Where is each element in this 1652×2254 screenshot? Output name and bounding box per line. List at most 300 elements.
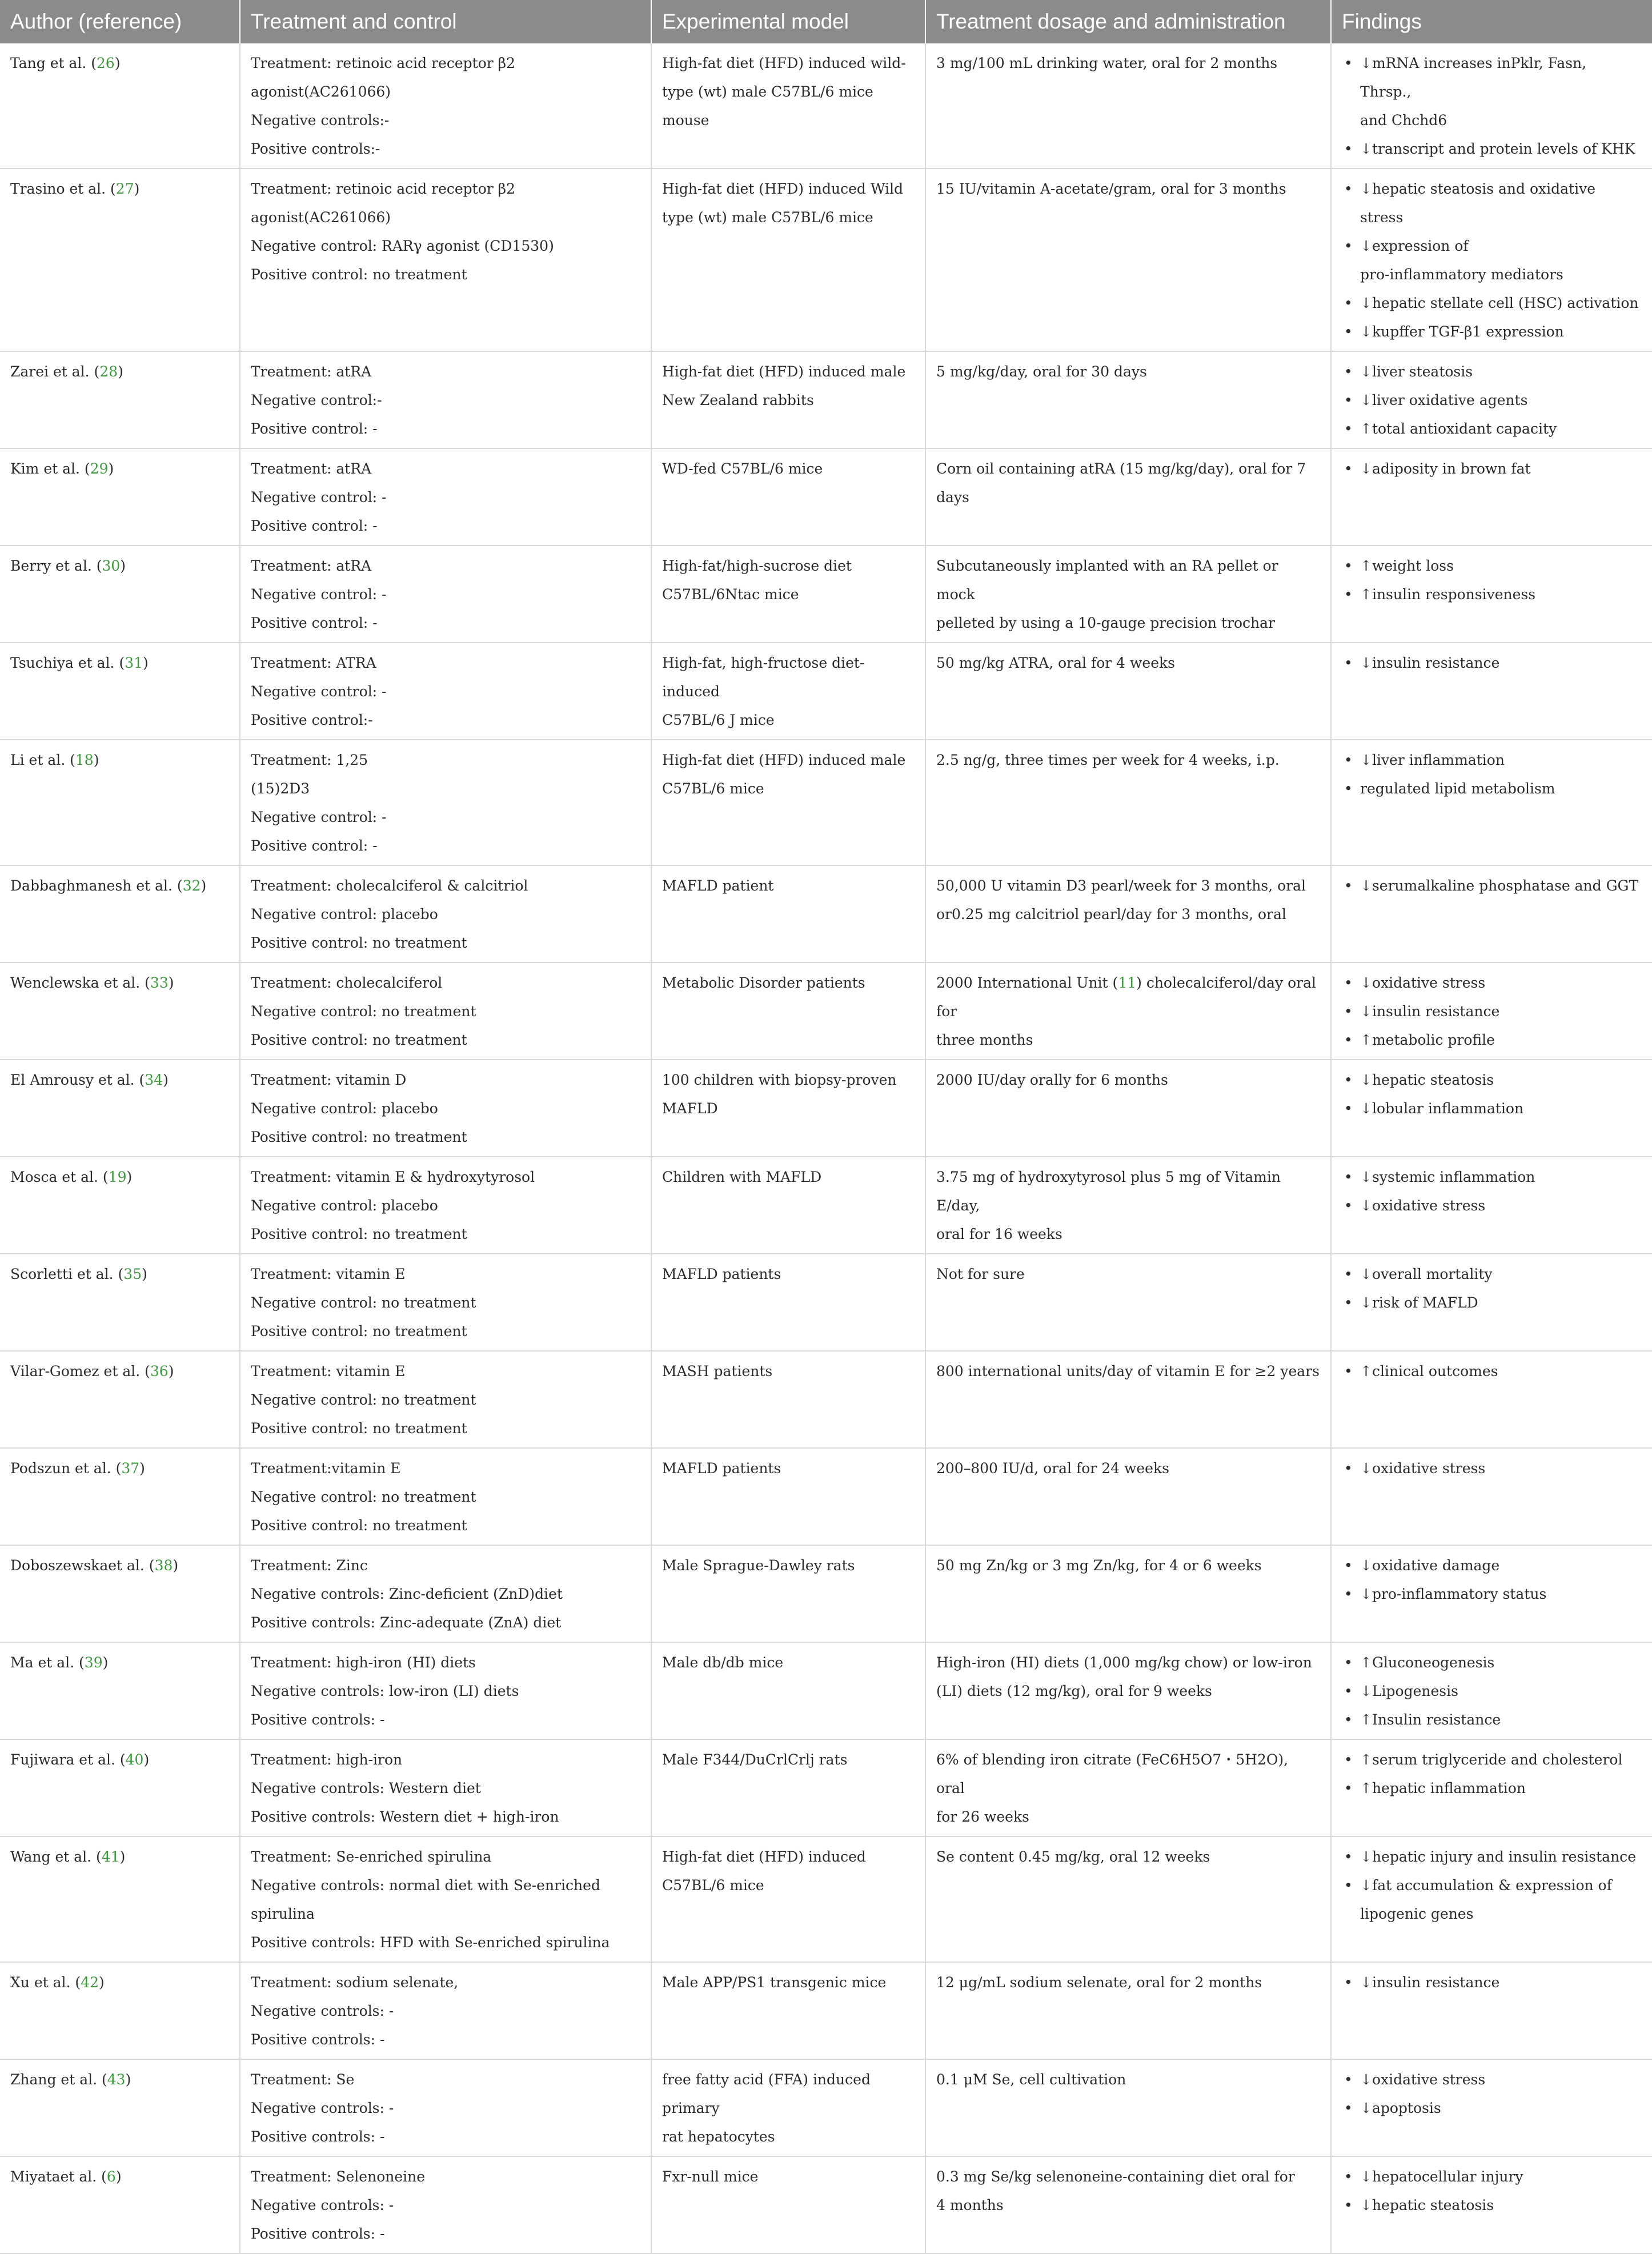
model-line: Children with MAFLD: [662, 1169, 822, 1185]
dosage-line: Se content 0.45 mg/kg, oral 12 weeks: [936, 1848, 1210, 1865]
dosage-cell: [925, 1642, 1331, 1739]
dosage-line: oral for 16 weeks: [936, 1226, 1062, 1242]
model-cell: [651, 1962, 925, 2059]
author-name: Scorletti et al. (: [10, 1266, 124, 1282]
model-line: MAFLD patient: [662, 877, 774, 894]
treatment-line: Negative controls: Zinc-deficient (ZnD)diet: [251, 1586, 563, 1602]
author-name: Doboszewskaet al. (: [10, 1557, 155, 1574]
dosage-line: High-iron (HI) diets (1,000 mg/kg chow) or low-iron: [936, 1654, 1312, 1671]
finding-text: • regulated lipid metabolism: [1360, 780, 1555, 797]
finding-item: [1342, 1774, 1642, 1803]
finding-text: • ↓Lipogenesis: [1360, 1683, 1458, 1699]
reference-link[interactable]: 33: [150, 974, 169, 991]
treatment-line: Positive control: -: [251, 518, 378, 534]
author-close-paren: ): [173, 1557, 179, 1574]
reference-link[interactable]: 11: [1118, 974, 1137, 991]
finding-item: [1342, 1163, 1642, 1192]
table-row: [0, 546, 1652, 643]
model-cell: [651, 1254, 925, 1351]
treatment-cell: [240, 1060, 651, 1157]
dosage-line: Not for sure: [936, 1266, 1025, 1282]
treatment-cell: [240, 740, 651, 865]
finding-text: • ↑hepatic inflammation: [1360, 1780, 1526, 1796]
dosage-line: 50 mg/kg ATRA, oral for 4 weeks: [936, 655, 1175, 671]
model-line: C57BL/6 J mice: [662, 712, 775, 728]
findings-cell: [1331, 1545, 1652, 1642]
model-line: C57BL/6Ntac mice: [662, 586, 799, 603]
author-cell: [0, 1739, 240, 1836]
reference-link[interactable]: 6: [106, 2168, 116, 2185]
finding-text: • ↓pro-inflammatory status: [1360, 1586, 1547, 1602]
treatment-cell: [240, 1962, 651, 2059]
author-close-paren: ): [168, 974, 174, 991]
reference-link[interactable]: 35: [123, 1266, 142, 1282]
finding-item: [1342, 455, 1642, 483]
treatment-line: Treatment: cholecalciferol & calcitriol: [251, 877, 528, 894]
treatment-cell: [240, 643, 651, 740]
findings-list: [1342, 1649, 1642, 1734]
treatment-line: Treatment: vitamin E: [251, 1266, 406, 1282]
model-line: MAFLD patients: [662, 1266, 781, 1282]
model-line: Male Sprague-Dawley rats: [662, 1557, 855, 1574]
treatment-line: Treatment: vitamin E & hydroxytyrosol: [251, 1169, 535, 1185]
table-row: [0, 1254, 1652, 1351]
treatment-line: Treatment: Zinc: [251, 1557, 368, 1574]
treatment-cell: [240, 1448, 651, 1545]
findings-list: [1342, 969, 1642, 1054]
author-name: Ma et al. (: [10, 1654, 85, 1671]
finding-item: [1342, 358, 1642, 386]
model-line: High-fat diet (HFD) induced: [662, 1848, 866, 1865]
model-line: Male db/db mice: [662, 1654, 784, 1671]
treatment-line: Negative control: no treatment: [251, 1391, 476, 1408]
findings-cell: [1331, 1157, 1652, 1254]
findings-list: [1342, 1260, 1642, 1317]
author-cell: [0, 1962, 240, 2059]
finding-item: [1342, 1968, 1642, 1997]
treatment-line: Negative control: no treatment: [251, 1003, 476, 1020]
reference-link[interactable]: 38: [154, 1557, 173, 1574]
findings-cell: [1331, 643, 1652, 740]
finding-item: [1342, 1026, 1642, 1054]
reference-link[interactable]: 30: [102, 558, 121, 574]
dosage-line: 5 mg/kg/day, oral for 30 days: [936, 363, 1147, 380]
finding-text: • ↓risk of MAFLD: [1360, 1294, 1478, 1311]
author-cell: [0, 1060, 240, 1157]
dosage-cell: [925, 865, 1331, 962]
finding-item: [1342, 1094, 1642, 1123]
model-cell: [651, 1448, 925, 1545]
dosage-line: 0.3 mg Se/kg selenoneine-containing diet oral for: [936, 2168, 1295, 2185]
reference-link[interactable]: 19: [108, 1169, 127, 1185]
reference-link[interactable]: 42: [81, 1974, 99, 1991]
author-cell: [0, 2059, 240, 2156]
finding-item: [1342, 997, 1642, 1026]
findings-list: [1342, 1163, 1642, 1220]
table-row: [0, 1157, 1652, 1254]
author-cell: [0, 351, 240, 448]
model-line: C57BL/6 mice: [662, 1877, 764, 1894]
model-line: High-fat/high-sucrose diet: [662, 558, 852, 574]
table-row: [0, 43, 1652, 169]
dosage-cell: [925, 351, 1331, 448]
treatment-line: Treatment: atRA: [251, 363, 372, 380]
model-line: New Zealand rabbits: [662, 392, 814, 408]
author-name: Dabbaghmanesh et al. (: [10, 877, 183, 894]
author-close-paren: ): [118, 363, 123, 380]
finding-text: • ↓hepatic steatosis: [1360, 1072, 1494, 1088]
author-close-paren: ): [126, 1169, 133, 1185]
author-name: Xu et al. (: [10, 1974, 81, 1991]
finding-text: • ↓oxidative stress: [1360, 2071, 1486, 2088]
treatment-line: Negative controls: normal diet with Se-enriched spirulina: [251, 1877, 605, 1922]
dosage-line: 3.75 mg of hydroxytyrosol plus 5 mg of Vitamin E/day,: [936, 1169, 1285, 1214]
reference-link[interactable]: 40: [125, 1751, 144, 1768]
finding-text: • ↓mRNA increases inPklr, Fasn, Thrsp.,: [1360, 55, 1591, 100]
finding-item: [1342, 1649, 1642, 1677]
treatment-line: Treatment: vitamin E: [251, 1363, 406, 1379]
dosage-line: Subcutaneously implanted with an RA pellet or mock: [936, 558, 1283, 603]
model-line: Male APP/PS1 transgenic mice: [662, 1974, 887, 1991]
treatment-line: Negative control: -: [251, 586, 387, 603]
treatment-line: Treatment:vitamin E: [251, 1460, 401, 1477]
dosage-cell: [925, 1739, 1331, 1836]
treatment-line: Positive control: no treatment: [251, 1129, 467, 1145]
finding-item: [1342, 552, 1642, 580]
treatment-cell: [240, 448, 651, 546]
model-line: High-fat diet (HFD) induced wild-: [662, 55, 906, 71]
model-cell: [651, 351, 925, 448]
treatment-line: Negative control: no treatment: [251, 1489, 476, 1505]
treatment-cell: [240, 1836, 651, 1962]
author-name: Tsuchiya et al. (: [10, 655, 125, 671]
finding-item: [1342, 1746, 1642, 1774]
treatment-cell: [240, 1642, 651, 1739]
model-line: 100 children with biopsy-proven: [662, 1072, 897, 1088]
findings-cell: [1331, 1962, 1652, 2059]
model-cell: [651, 1060, 925, 1157]
findings-list: [1342, 358, 1642, 443]
findings-list: [1342, 1843, 1642, 1928]
model-line: rat hepatocytes: [662, 2128, 775, 2145]
treatment-line: Positive controls: -: [251, 2031, 385, 2048]
model-cell: [651, 546, 925, 643]
reference-link[interactable]: 43: [107, 2071, 126, 2088]
dosage-line: or0.25 mg calcitriol pearl/day for 3 months, oral: [936, 906, 1286, 923]
author-cell: [0, 1836, 240, 1962]
treatment-line: Positive control: no treatment: [251, 266, 467, 283]
reference-link[interactable]: 36: [150, 1363, 169, 1379]
table-row: [0, 1739, 1652, 1836]
dosage-cell: [925, 1060, 1331, 1157]
table-row: [0, 865, 1652, 962]
treatment-line: Treatment: ATRA: [251, 655, 376, 671]
finding-item: [1342, 872, 1642, 900]
author-cell: [0, 1157, 240, 1254]
findings-list: [1342, 49, 1642, 163]
treatment-line: Positive control: no treatment: [251, 1032, 467, 1048]
header-dosage: Treatment dosage and administration: [925, 0, 1331, 43]
finding-text: • ↓hepatic steatosis: [1360, 2197, 1494, 2213]
finding-text: • ↓hepatic stellate cell (HSC) activation: [1360, 295, 1639, 311]
finding-item: [1342, 135, 1642, 163]
treatment-line: Negative control: placebo: [251, 1100, 438, 1117]
finding-item: [1342, 1871, 1642, 1928]
table-row: [0, 1448, 1652, 1545]
dosage-line: (LI) diets (12 mg/kg), oral for 9 weeks: [936, 1683, 1212, 1699]
finding-item: [1342, 1454, 1642, 1483]
finding-text: • ↓overall mortality: [1360, 1266, 1493, 1282]
treatment-line: Negative control: -: [251, 683, 387, 700]
findings-cell: [1331, 448, 1652, 546]
author-name: Wenclewska et al. (: [10, 974, 150, 991]
table-row: [0, 1545, 1652, 1642]
treatment-line: Treatment: Se: [251, 2071, 355, 2088]
findings-list: [1342, 1551, 1642, 1609]
reference-link[interactable]: 37: [121, 1460, 140, 1477]
author-close-paren: ): [142, 1266, 147, 1282]
finding-text: • ↑Gluconeogenesis: [1360, 1654, 1495, 1671]
author-name: Trasino et al. (: [10, 181, 116, 197]
treatment-line: Treatment: cholecalciferol: [251, 974, 443, 991]
model-cell: [651, 448, 925, 546]
reference-link[interactable]: 31: [125, 655, 143, 671]
table-row: [0, 2156, 1652, 2253]
treatment-line: Positive controls: -: [251, 2225, 385, 2242]
dosage-line: 50,000 U vitamin D3 pearl/week for 3 months, oral: [936, 877, 1306, 894]
finding-text: • ↓transcript and protein levels of KHK: [1360, 141, 1635, 157]
treatment-line: Negative control: -: [251, 489, 387, 506]
finding-text: • ↓hepatic steatosis and oxidative stress: [1360, 181, 1600, 226]
model-line: Metabolic Disorder patients: [662, 974, 865, 991]
finding-text: • ↓oxidative damage: [1360, 1557, 1500, 1574]
finding-text: • ↓oxidative stress: [1360, 974, 1486, 991]
model-line: High-fat, high-fructose diet-induced: [662, 655, 865, 700]
findings-cell: [1331, 962, 1652, 1060]
findings-list: [1342, 1357, 1642, 1386]
dosage-line: 200–800 IU/d, oral for 24 weeks: [936, 1460, 1169, 1477]
findings-list: [1342, 1968, 1642, 1997]
treatment-line: Positive control: -: [251, 837, 378, 854]
finding-text: • ↓oxidative stress: [1360, 1197, 1486, 1214]
table-row: [0, 1836, 1652, 1962]
dosage-cell: [925, 1962, 1331, 2059]
table-row: [0, 2059, 1652, 2156]
findings-list: [1342, 455, 1642, 483]
finding-text: • ↓insulin resistance: [1360, 1974, 1500, 1991]
findings-cell: [1331, 546, 1652, 643]
finding-text: • ↑total antioxidant capacity: [1360, 420, 1557, 437]
treatment-line: Negative controls:-: [251, 112, 390, 129]
dosage-cell: [925, 1545, 1331, 1642]
treatment-cell: [240, 351, 651, 448]
reference-link[interactable]: 29: [90, 460, 109, 477]
author-cell: [0, 865, 240, 962]
author-close-paren: ): [139, 1460, 145, 1477]
dosage-line: Corn oil containing atRA (15 mg/kg/day), oral for 7 days: [936, 460, 1310, 506]
header-findings: Findings: [1331, 0, 1652, 43]
finding-text: • ↓hepatocellular injury: [1360, 2168, 1523, 2185]
model-cell: [651, 1545, 925, 1642]
author-close-paren: ): [201, 877, 207, 894]
treatment-line: Positive controls: Western diet + high-iron: [251, 1808, 559, 1825]
reference-link[interactable]: 18: [75, 752, 94, 768]
treatment-line: Positive controls: Zinc-adequate (ZnA) diet: [251, 1614, 562, 1631]
model-line: WD-fed C57BL/6 mice: [662, 460, 823, 477]
reference-link[interactable]: 26: [97, 55, 115, 71]
table-row: [0, 962, 1652, 1060]
findings-cell: [1331, 1351, 1652, 1448]
findings-list: [1342, 175, 1642, 346]
treatment-line: Treatment: high-iron: [251, 1751, 403, 1768]
dosage-line: [936, 969, 1320, 1026]
findings-cell: [1331, 43, 1652, 169]
finding-item: [1342, 580, 1642, 609]
author-cell: [0, 43, 240, 169]
finding-item: [1342, 1357, 1642, 1386]
finding-text: pro-inflammatory mediators: [1360, 266, 1563, 283]
finding-text: • ↓liver oxidative agents: [1360, 392, 1528, 408]
treatment-line: Treatment: retinoic acid receptor β2 agonist(AC261066): [251, 181, 520, 226]
treatment-line: Treatment: Se-enriched spirulina: [251, 1848, 492, 1865]
findings-cell: [1331, 865, 1652, 962]
findings-list: [1342, 552, 1642, 609]
treatment-line: Treatment: retinoic acid receptor β2 agonist(AC261066): [251, 55, 520, 100]
reference-link[interactable]: 41: [101, 1848, 120, 1865]
author-close-paren: ): [143, 655, 149, 671]
finding-text: • ↑weight loss: [1360, 558, 1454, 574]
finding-item: [1342, 969, 1642, 997]
finding-text: • ↓hepatic injury and insulin resistance: [1360, 1848, 1636, 1865]
author-cell: [0, 169, 240, 351]
author-name: Wang et al. (: [10, 1848, 102, 1865]
findings-cell: [1331, 1642, 1652, 1739]
reference-link[interactable]: 39: [84, 1654, 103, 1671]
findings-cell: [1331, 2059, 1652, 2156]
treatment-line: Positive control: no treatment: [251, 1517, 467, 1534]
treatment-line: Positive controls: HFD with Se-enriched spirulina: [251, 1934, 610, 1951]
treatment-line: Negative control:-: [251, 392, 382, 408]
treatment-cell: [240, 2156, 651, 2253]
header-model: Experimental model: [651, 0, 925, 43]
dosage-line: pelleted by using a 10-gauge precision trochar: [936, 615, 1275, 631]
finding-text: • ↑serum triglyceride and cholesterol: [1360, 1751, 1623, 1768]
author-close-paren: ): [99, 1974, 105, 1991]
author-close-paren: ): [115, 2168, 122, 2185]
author-name: Kim et al. (: [10, 460, 90, 477]
treatment-line: Negative control: RARγ agonist (CD1530): [251, 238, 554, 254]
findings-list: [1342, 872, 1642, 900]
findings-list: [1342, 1066, 1642, 1123]
finding-item: [1342, 1843, 1642, 1871]
author-name: Zarei et al. (: [10, 363, 100, 380]
dosage-cell: [925, 1351, 1331, 1448]
finding-item: [1342, 1066, 1642, 1094]
treatment-line: Negative controls: -: [251, 2100, 394, 2116]
treatment-line: Negative control: no treatment: [251, 1294, 476, 1311]
author-close-paren: ): [108, 460, 114, 477]
findings-cell: [1331, 1448, 1652, 1545]
author-close-paren: ): [125, 2071, 131, 2088]
author-name: Mosca et al. (: [10, 1169, 109, 1185]
dosage-cell: [925, 1254, 1331, 1351]
model-line: C57BL/6 mice: [662, 780, 764, 797]
treatment-line: Negative control: -: [251, 809, 387, 825]
author-name: Podszun et al. (: [10, 1460, 122, 1477]
finding-item: [1342, 49, 1642, 135]
finding-item: [1342, 1706, 1642, 1734]
author-name: Berry et al. (: [10, 558, 102, 574]
dosage-line: 2.5 ng/g, three times per week for 4 weeks, i.p.: [936, 752, 1280, 768]
author-close-paren: ): [120, 558, 126, 574]
treatment-cell: [240, 169, 651, 351]
author-close-paren: ): [102, 1654, 109, 1671]
dosage-cell: [925, 962, 1331, 1060]
model-line: free fatty acid (FFA) induced primary: [662, 2071, 875, 2116]
author-cell: [0, 1254, 240, 1351]
model-line: Male F344/DuCrlCrlj rats: [662, 1751, 848, 1768]
author-cell: [0, 1642, 240, 1739]
treatment-line: Positive control: no treatment: [251, 1323, 467, 1339]
treatment-line: Positive controls:-: [251, 141, 380, 157]
finding-item: [1342, 1551, 1642, 1580]
reference-link[interactable]: 32: [182, 877, 201, 894]
table-row: [0, 643, 1652, 740]
author-name: Miyataet al. (: [10, 2168, 107, 2185]
model-line: Fxr-null mice: [662, 2168, 759, 2185]
finding-text: • ↓liver inflammation: [1360, 752, 1505, 768]
dosage-line: for 26 weeks: [936, 1808, 1029, 1825]
dosage-cell: [925, 1836, 1331, 1962]
findings-list: [1342, 2163, 1642, 2220]
author-cell: [0, 1545, 240, 1642]
reference-link[interactable]: 27: [115, 181, 134, 197]
finding-text: • ↓expression of: [1360, 238, 1469, 254]
reference-link[interactable]: 34: [145, 1072, 163, 1088]
reference-link[interactable]: 28: [99, 363, 118, 380]
dosage-line: 4 months: [936, 2197, 1004, 2213]
finding-text: • ↑metabolic profile: [1360, 1032, 1495, 1048]
model-cell: [651, 1351, 925, 1448]
finding-item: [1342, 649, 1642, 677]
finding-text: • ↓lobular inflammation: [1360, 1100, 1524, 1117]
model-cell: [651, 865, 925, 962]
author-cell: [0, 740, 240, 865]
treatment-line: Positive controls: -: [251, 2128, 385, 2145]
finding-item: [1342, 1260, 1642, 1289]
finding-item: [1342, 2094, 1642, 2123]
dosage-line: 12 μg/mL sodium selenate, oral for 2 months: [936, 1974, 1262, 1991]
author-name: Li et al. (: [10, 752, 75, 768]
findings-cell: [1331, 1254, 1652, 1351]
model-cell: [651, 1836, 925, 1962]
finding-text: • ↓liver steatosis: [1360, 363, 1473, 380]
table-row: [0, 1962, 1652, 2059]
treatment-line: Treatment: 1,25: [251, 752, 368, 768]
findings-list: [1342, 746, 1642, 803]
treatment-cell: [240, 1351, 651, 1448]
treatment-cell: [240, 1739, 651, 1836]
finding-item: [1342, 2066, 1642, 2094]
finding-item: [1342, 1192, 1642, 1220]
dosage-line: 50 mg Zn/kg or 3 mg Zn/kg, for 4 or 6 weeks: [936, 1557, 1262, 1574]
findings-cell: [1331, 351, 1652, 448]
treatment-line: Treatment: sodium selenate,: [251, 1974, 459, 1991]
author-close-paren: ): [163, 1072, 169, 1088]
finding-item: [1342, 746, 1642, 775]
treatment-line: Positive controls: -: [251, 1711, 385, 1728]
dosage-cell: [925, 448, 1331, 546]
